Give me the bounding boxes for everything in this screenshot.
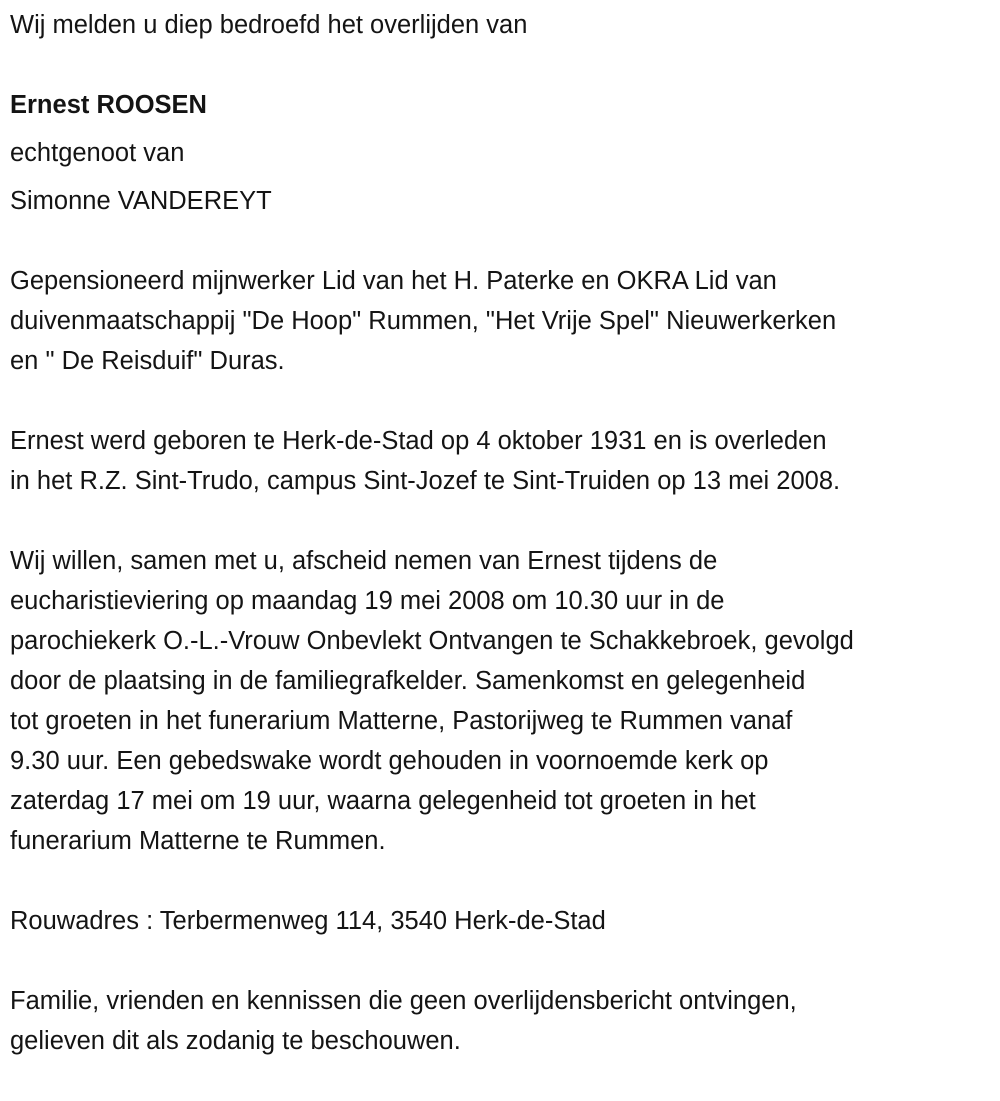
text-line: Familie, vrienden en kennissen die geen overlijdensbericht ontvingen, [10,987,797,1015]
text-line: en " De Reisduif" Duras. [10,347,285,375]
intro-paragraph [10,5,1000,45]
text-line: in het R.Z. Sint-Trudo, campus Sint-Jozef te Sint-Truiden op 13 mei 2008. [10,467,841,495]
obituary-document [10,5,1000,1101]
text-line: 9.30 uur. Een gebedswake wordt gehouden in voornoemde kerk op [10,747,769,775]
deceased-name: Ernest ROOSEN [10,91,207,119]
text-line: parochiekerk O.-L.-Vrouw Onbevlekt Ontvangen te Schakkebroek, gevolgd [10,627,854,655]
text-line: Ernest werd geboren te Herk-de-Stad op 4 oktober 1931 en is overleden [10,427,827,455]
birth-death-paragraph [10,421,1000,501]
relation-text: echtgenoot van [10,139,185,167]
body-paragraphs [10,261,1000,1061]
text-line: duivenmaatschappij "De Hoop" Rummen, "Het Vrije Spel" Nieuwerkerken [10,307,837,335]
ceremony-paragraph [10,541,1000,861]
name-block [10,81,1000,225]
text-line: gelieven dit als zodanig te beschouwen. [10,1027,461,1055]
text-line: Gepensioneerd mijnwerker Lid van het H. Paterke en OKRA Lid van [10,267,777,295]
text-line: funerarium Matterne te Rummen. [10,827,386,855]
text-line: Rouwadres : Terbermenweg 114, 3540 Herk-de-Stad [10,907,606,935]
address-paragraph [10,901,1000,941]
text-line: Wij willen, samen met u, afscheid nemen van Ernest tijdens de [10,547,718,575]
intro-line: Wij melden u diep bedroefd het overlijden van [10,11,528,39]
text-line: zaterdag 17 mei om 19 uur, waarna gelegenheid tot groeten in het [10,787,756,815]
text-line: tot groeten in het funerarium Matterne, Pastorijweg te Rummen vanaf [10,707,793,735]
text-line: door de plaatsing in de familiegrafkelder. Samenkomst en gelegenheid [10,667,806,695]
closing-paragraph [10,981,1000,1061]
affiliations-paragraph [10,261,1000,381]
text-line: eucharistieviering op maandag 19 mei 2008 om 10.30 uur in de [10,587,725,615]
spouse-name: Simonne VANDEREYT [10,187,272,215]
